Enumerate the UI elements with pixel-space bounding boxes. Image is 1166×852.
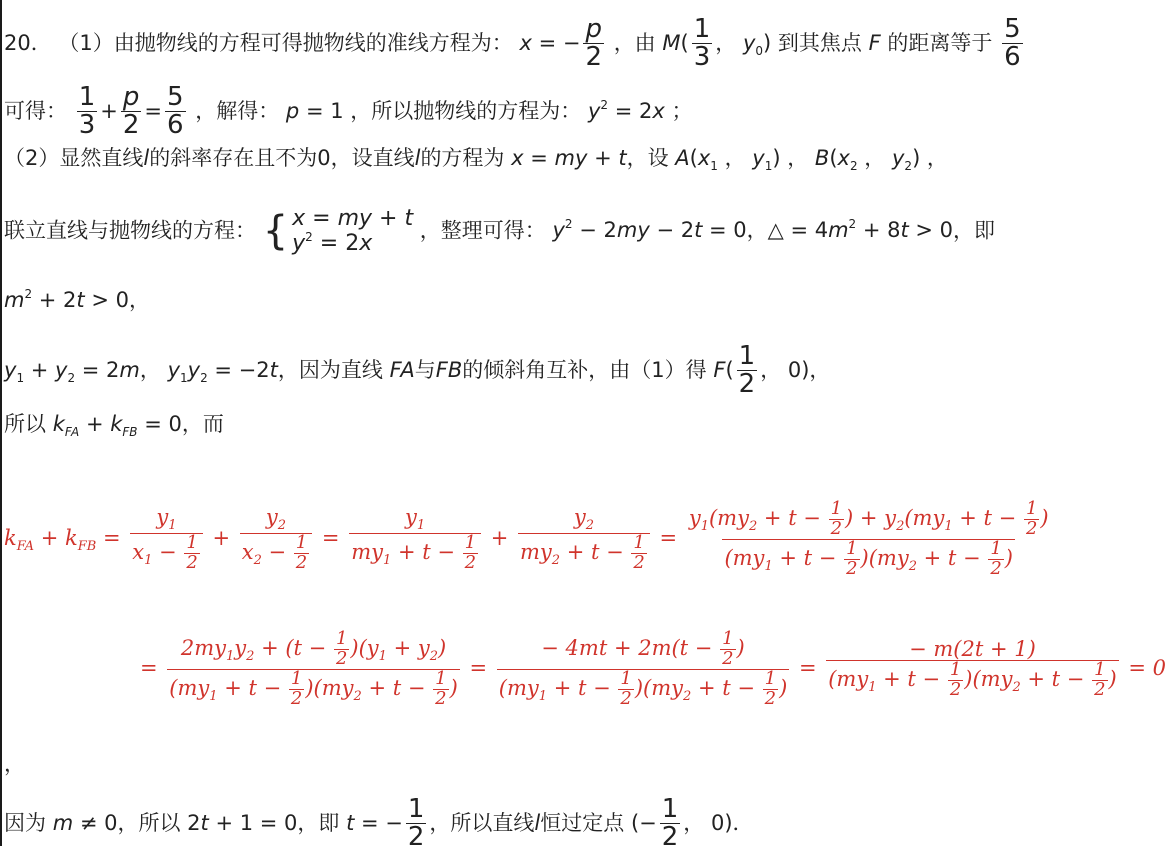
- equation-line-2: = $2my_1y_2 + (t$ − $\frac{1}{2}$ )$(y_1 + y_2)$ ($my_1 + t$ − $\frac{1}{2}$ )($my_2 + t$ − $\frac{1}{2}$ ) = − 4mt + 2m(t − $\frac{1}{2}$ ) ($my_1 + t$ − $\frac{1}{2}$ )($my_2 + t$ − $\frac{1}{2}$ ) = − m(2t + 1) ($my_1 + t$ − $\frac{1}{2}$ )($my_2 + t$ − $\frac{1}{2}$ ) = 0: [140, 628, 1166, 709]
- text-p2-k: 的倾斜角互补，由（1）得: [462, 357, 707, 382]
- text-p2-h: ，: [128, 288, 150, 312]
- text-p2-l: ，: [809, 357, 831, 382]
- text-p2-o: 因为: [4, 810, 46, 835]
- text-p2-g: ，即: [953, 218, 996, 243]
- text-p2-b: 的斜率存在且不为0，设直线: [149, 146, 415, 170]
- math-directrix: x = − $\frac{p}{2}$: [519, 14, 602, 73]
- math-distance-eq: $\frac{1}{3}$ + $\frac{p}{2}$ = $\frac{5}{6}$: [78, 82, 184, 141]
- math-fa: FA: [389, 357, 415, 382]
- text-p2-i: ，因为直线: [277, 357, 383, 382]
- text-p2-a: （2）显然直线: [4, 146, 144, 170]
- text-p1-h: ；: [671, 98, 693, 123]
- text-p2-p: ，所以: [117, 810, 181, 835]
- text-p1-b: ，由: [613, 30, 656, 55]
- text-p1-f: ，解得：: [195, 98, 280, 123]
- text-p1-d: 的距离等于: [887, 30, 993, 55]
- line-1: [4, 16, 1026, 72]
- stray-comma: ，: [4, 752, 25, 776]
- text-p1-g: ，所以抛物线的方程为：: [350, 98, 582, 123]
- line-7: [4, 414, 224, 438]
- math-points-ab: $A(x_1$ ， $y_1$) ， $B(x_2$ ， $y_2$) ，: [675, 146, 948, 173]
- text-p2-j: 与: [414, 357, 436, 382]
- text-p2-f: ，整理可得：: [419, 218, 546, 243]
- left-border-rule: [0, 0, 2, 846]
- text-p2-d: ，设: [626, 146, 669, 170]
- math-m-nonzero: m ≠ 0: [52, 810, 118, 835]
- text-p2-r: ，所以直线: [429, 810, 535, 835]
- math-fb: FB: [435, 357, 463, 382]
- text-p2-m: 所以: [4, 412, 46, 436]
- equation-line-1: $k_{FA} + k_{FB}$ = $y_1$ $x_1$ − $\frac{1}{2}$ + $y_2$ $x_2$ − $\frac{1}{2}$ = $y_1$ $my_1 + t$ − $\frac{1}{2}$ + $y_2$ $my_2 + t$ − $\frac{1}{2}$ = $y_1(my_2 + t$ − $\frac{1}{2}$ ) + $y_2(my_1 + t$ − $\frac{1}{2}$ ) ($my_1 + t$ − $\frac{1}{2}$ )($my_2 + t$ − $\frac{1}{2}$ ): [4, 498, 1049, 579]
- math-five-sixths: $\frac{5}{6}$: [1004, 14, 1021, 73]
- math-fixed-point: (− $\frac{1}{2}$ ， 0): [630, 794, 733, 852]
- math-slope-sum: $k_{FA} + k_{FB} = 0$: [52, 412, 182, 439]
- problem-number: 20．: [4, 30, 52, 55]
- math-parabola: $y^2 = 2x$: [587, 97, 665, 123]
- text-p1-a: （1）由抛物线的方程可得抛物线的准线方程为：: [58, 30, 513, 55]
- line-6: [4, 343, 830, 399]
- math-l: l: [534, 810, 541, 835]
- math-vieta: $y_1 + y_2 = 2m$， $y_1y_2 = -2t$: [4, 357, 278, 385]
- line-4: [4, 206, 995, 257]
- math-inequality: $m^2 + 2t > 0$: [4, 287, 129, 312]
- math-focus: F( $\frac{1}{2}$ ， 0): [713, 341, 810, 400]
- text-p2-q: ，即: [297, 810, 340, 835]
- text-p2-e: 联立直线与抛物线的方程：: [4, 218, 256, 243]
- math-2t-plus-1: 2t + 1 = 0: [187, 810, 298, 835]
- math-line-eq: x = my + t: [511, 146, 627, 170]
- text-p1-c: 到其焦点: [777, 30, 862, 55]
- math-p-eq-1: p = 1: [285, 98, 344, 123]
- text-p2-c: 的方程为: [420, 146, 505, 170]
- text-p1-e: 可得：: [4, 98, 67, 123]
- math-f: F: [868, 30, 881, 55]
- line-5: [4, 288, 150, 311]
- text-p2-t: ．: [732, 810, 754, 835]
- math-l: l: [414, 146, 421, 170]
- math-t-value: t = − $\frac{1}{2}$: [346, 794, 425, 852]
- math-point-m: M( $\frac{1}{3}$ ， $y_0$): [662, 14, 772, 73]
- line-2: [4, 84, 692, 140]
- line-3: [4, 148, 948, 172]
- text-p2-n: ，而: [181, 412, 224, 436]
- math-quadratic: $y^2 - 2my - 2t = 0$，△ = $4m^2 + 8t > 0$: [552, 217, 954, 243]
- text-p2-s: 恒过定点: [540, 810, 625, 835]
- math-l: l: [143, 146, 150, 170]
- line-final: [4, 796, 754, 852]
- math-system: { x = my + t $y^2 = 2x$: [262, 206, 414, 257]
